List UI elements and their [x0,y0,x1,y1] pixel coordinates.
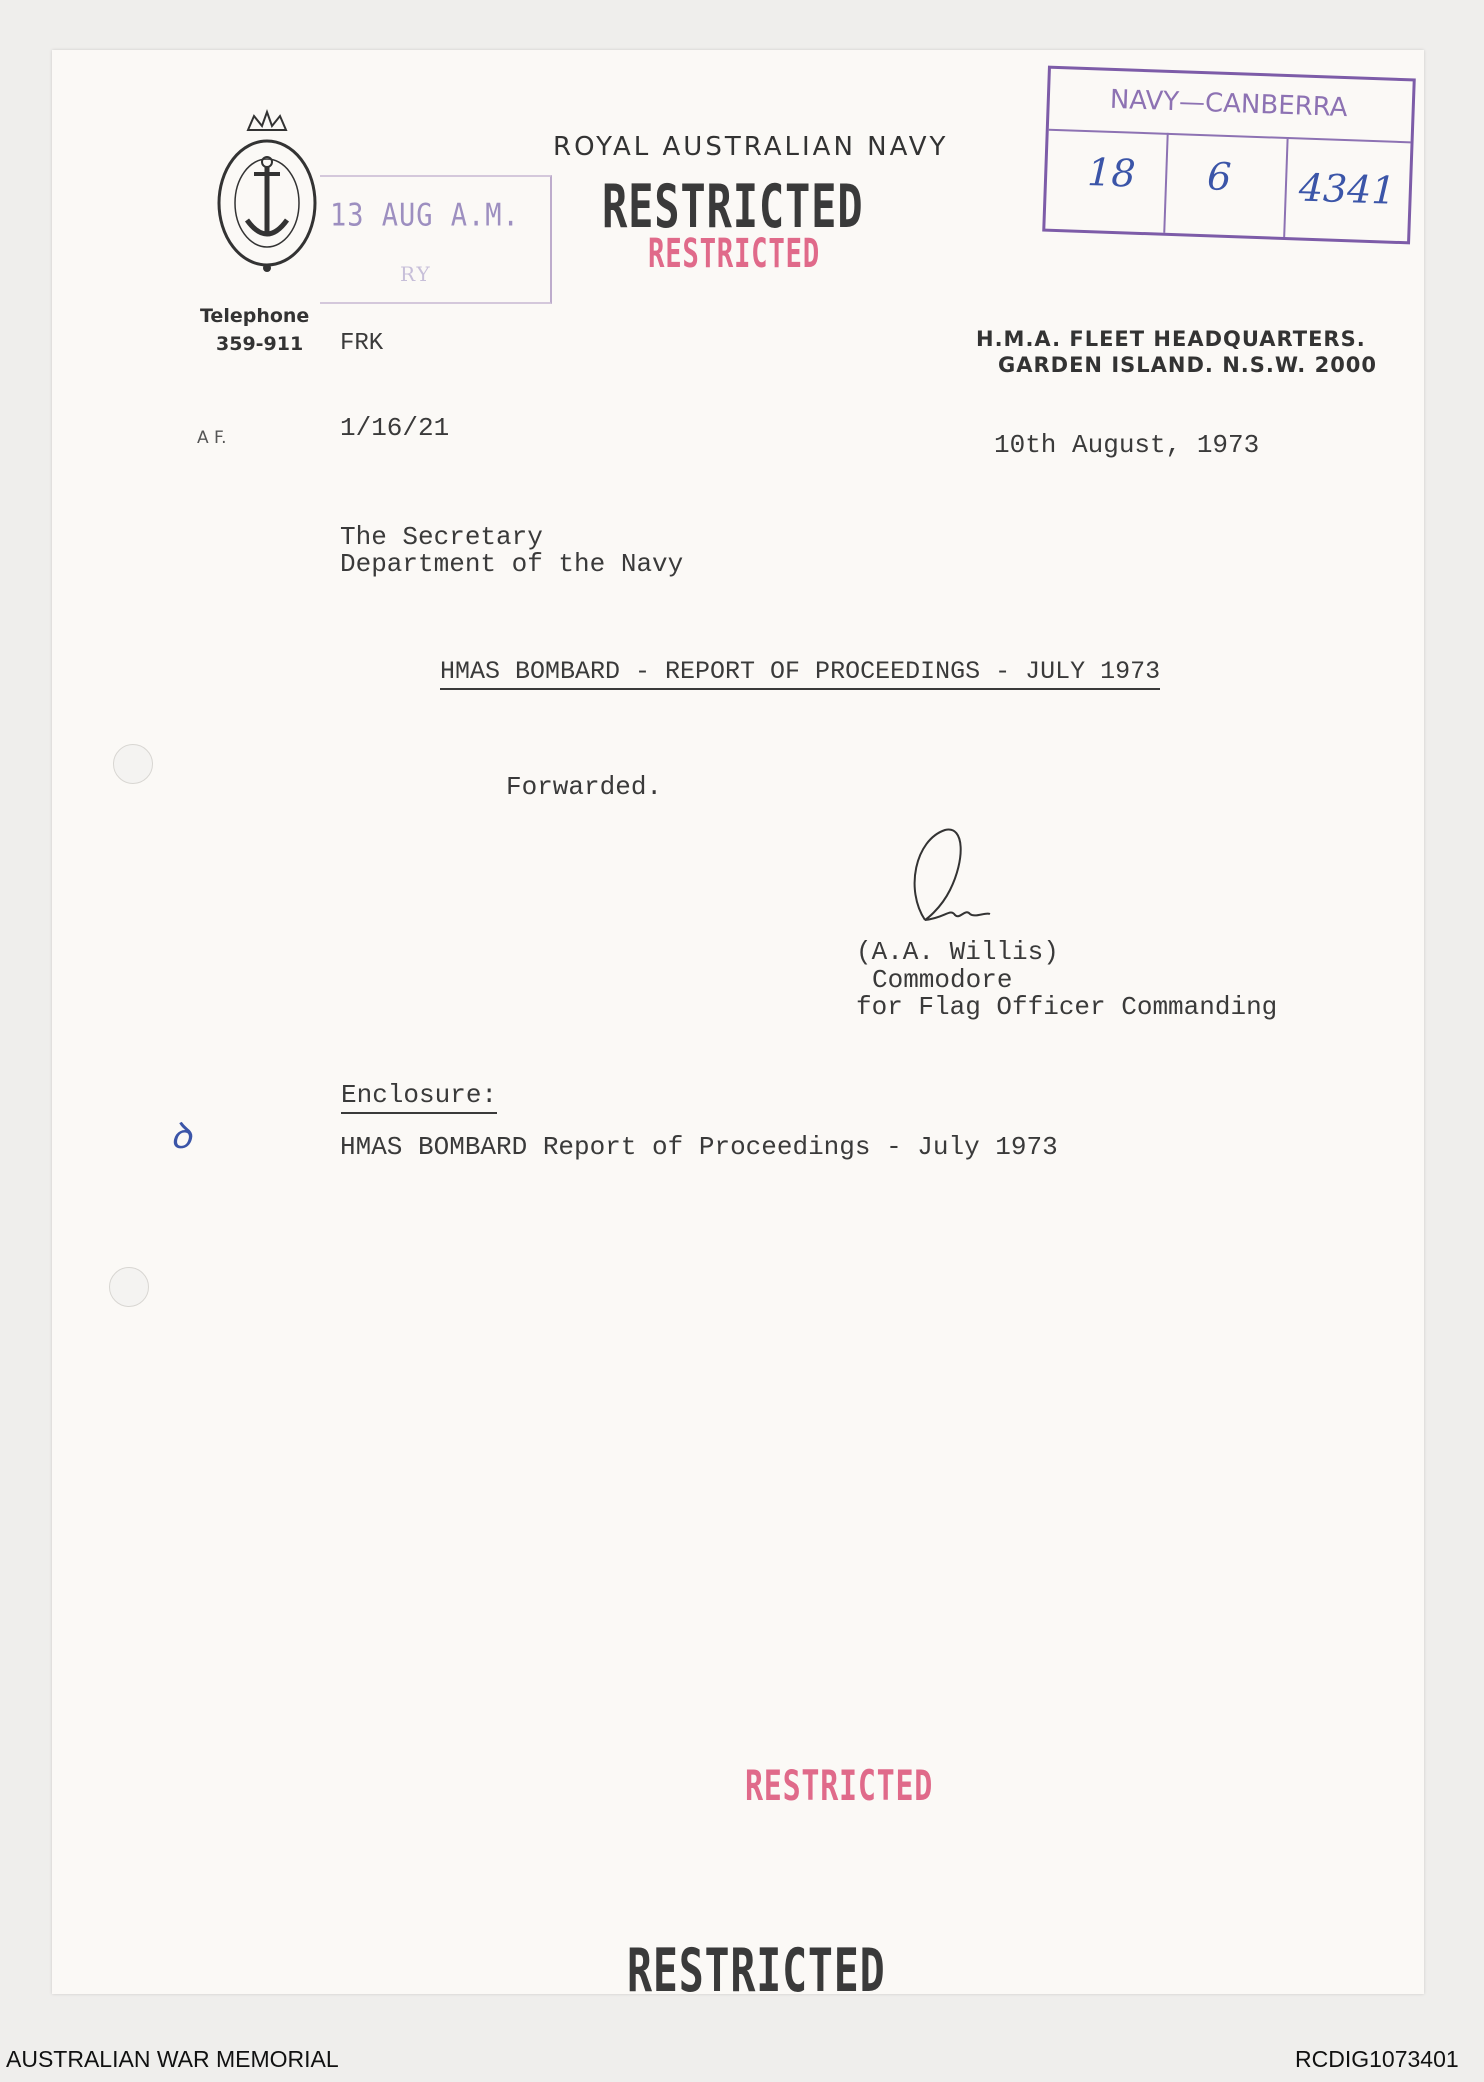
enclosure-label: Enclosure: [341,1080,497,1114]
telephone-label: Telephone [200,305,310,327]
subject-line: HMAS BOMBARD - REPORT OF PROCEEDINGS - JULY 1973 [440,657,1160,690]
registry-stamp-cell-2: 6 [1206,154,1233,200]
recipient-line-1: The Secretary [340,522,543,552]
classification-stamp-bottom-red: RESTRICTED [745,1762,934,1811]
date-received-stamp [320,175,552,304]
af-label: A F. [197,428,227,448]
telephone-number: 359-911 [216,333,304,355]
enclosure-item: HMAS BOMBARD Report of Proceedings - July 1973 [340,1132,1058,1162]
address-line-2: GARDEN ISLAND. N.S.W. 2000 [998,353,1378,377]
file-number: 1/16/21 [340,413,450,443]
navy-crest-logo [212,108,322,273]
address-line-1: H.M.A. FLEET HEADQUARTERS. [976,327,1366,351]
registry-stamp [1042,66,1416,245]
reference-code: FRK [340,330,384,357]
footer-item-id: RCDIG1073401 [1295,2046,1459,2072]
punch-hole [109,1267,149,1307]
date-received-stamp-text: 13 AUG A.M. [330,197,520,234]
registry-faint-text: RY [400,262,432,286]
classification-marking-bottom: RESTRICTED [627,1937,886,2006]
signatory-role: for Flag Officer Commanding [856,992,1278,1022]
letter-date: 10th August, 1973 [994,430,1260,460]
margin-initial-mark: ꝺ [170,1116,192,1157]
letterhead-organization: ROYAL AUSTRALIAN NAVY [553,132,949,162]
registry-stamp-cell-3: 4341 [1298,165,1397,213]
signatory-rank: Commodore [872,965,1013,995]
recipient-line-2: Department of the Navy [340,549,684,579]
handwritten-signature [895,820,1005,940]
classification-stamp-top-red: RESTRICTED [648,230,820,277]
registry-stamp-cell-1: 18 [1086,150,1137,196]
footer-archive-name: AUSTRALIAN WAR MEMORIAL [6,2046,339,2072]
signatory-name: (A.A. Willis) [856,937,1059,967]
punch-hole [113,744,153,784]
body-text: Forwarded. [506,772,663,802]
classification-marking-top: RESTRICTED [602,172,864,242]
registry-stamp-title: NAVY—CANBERRA [1109,84,1348,124]
